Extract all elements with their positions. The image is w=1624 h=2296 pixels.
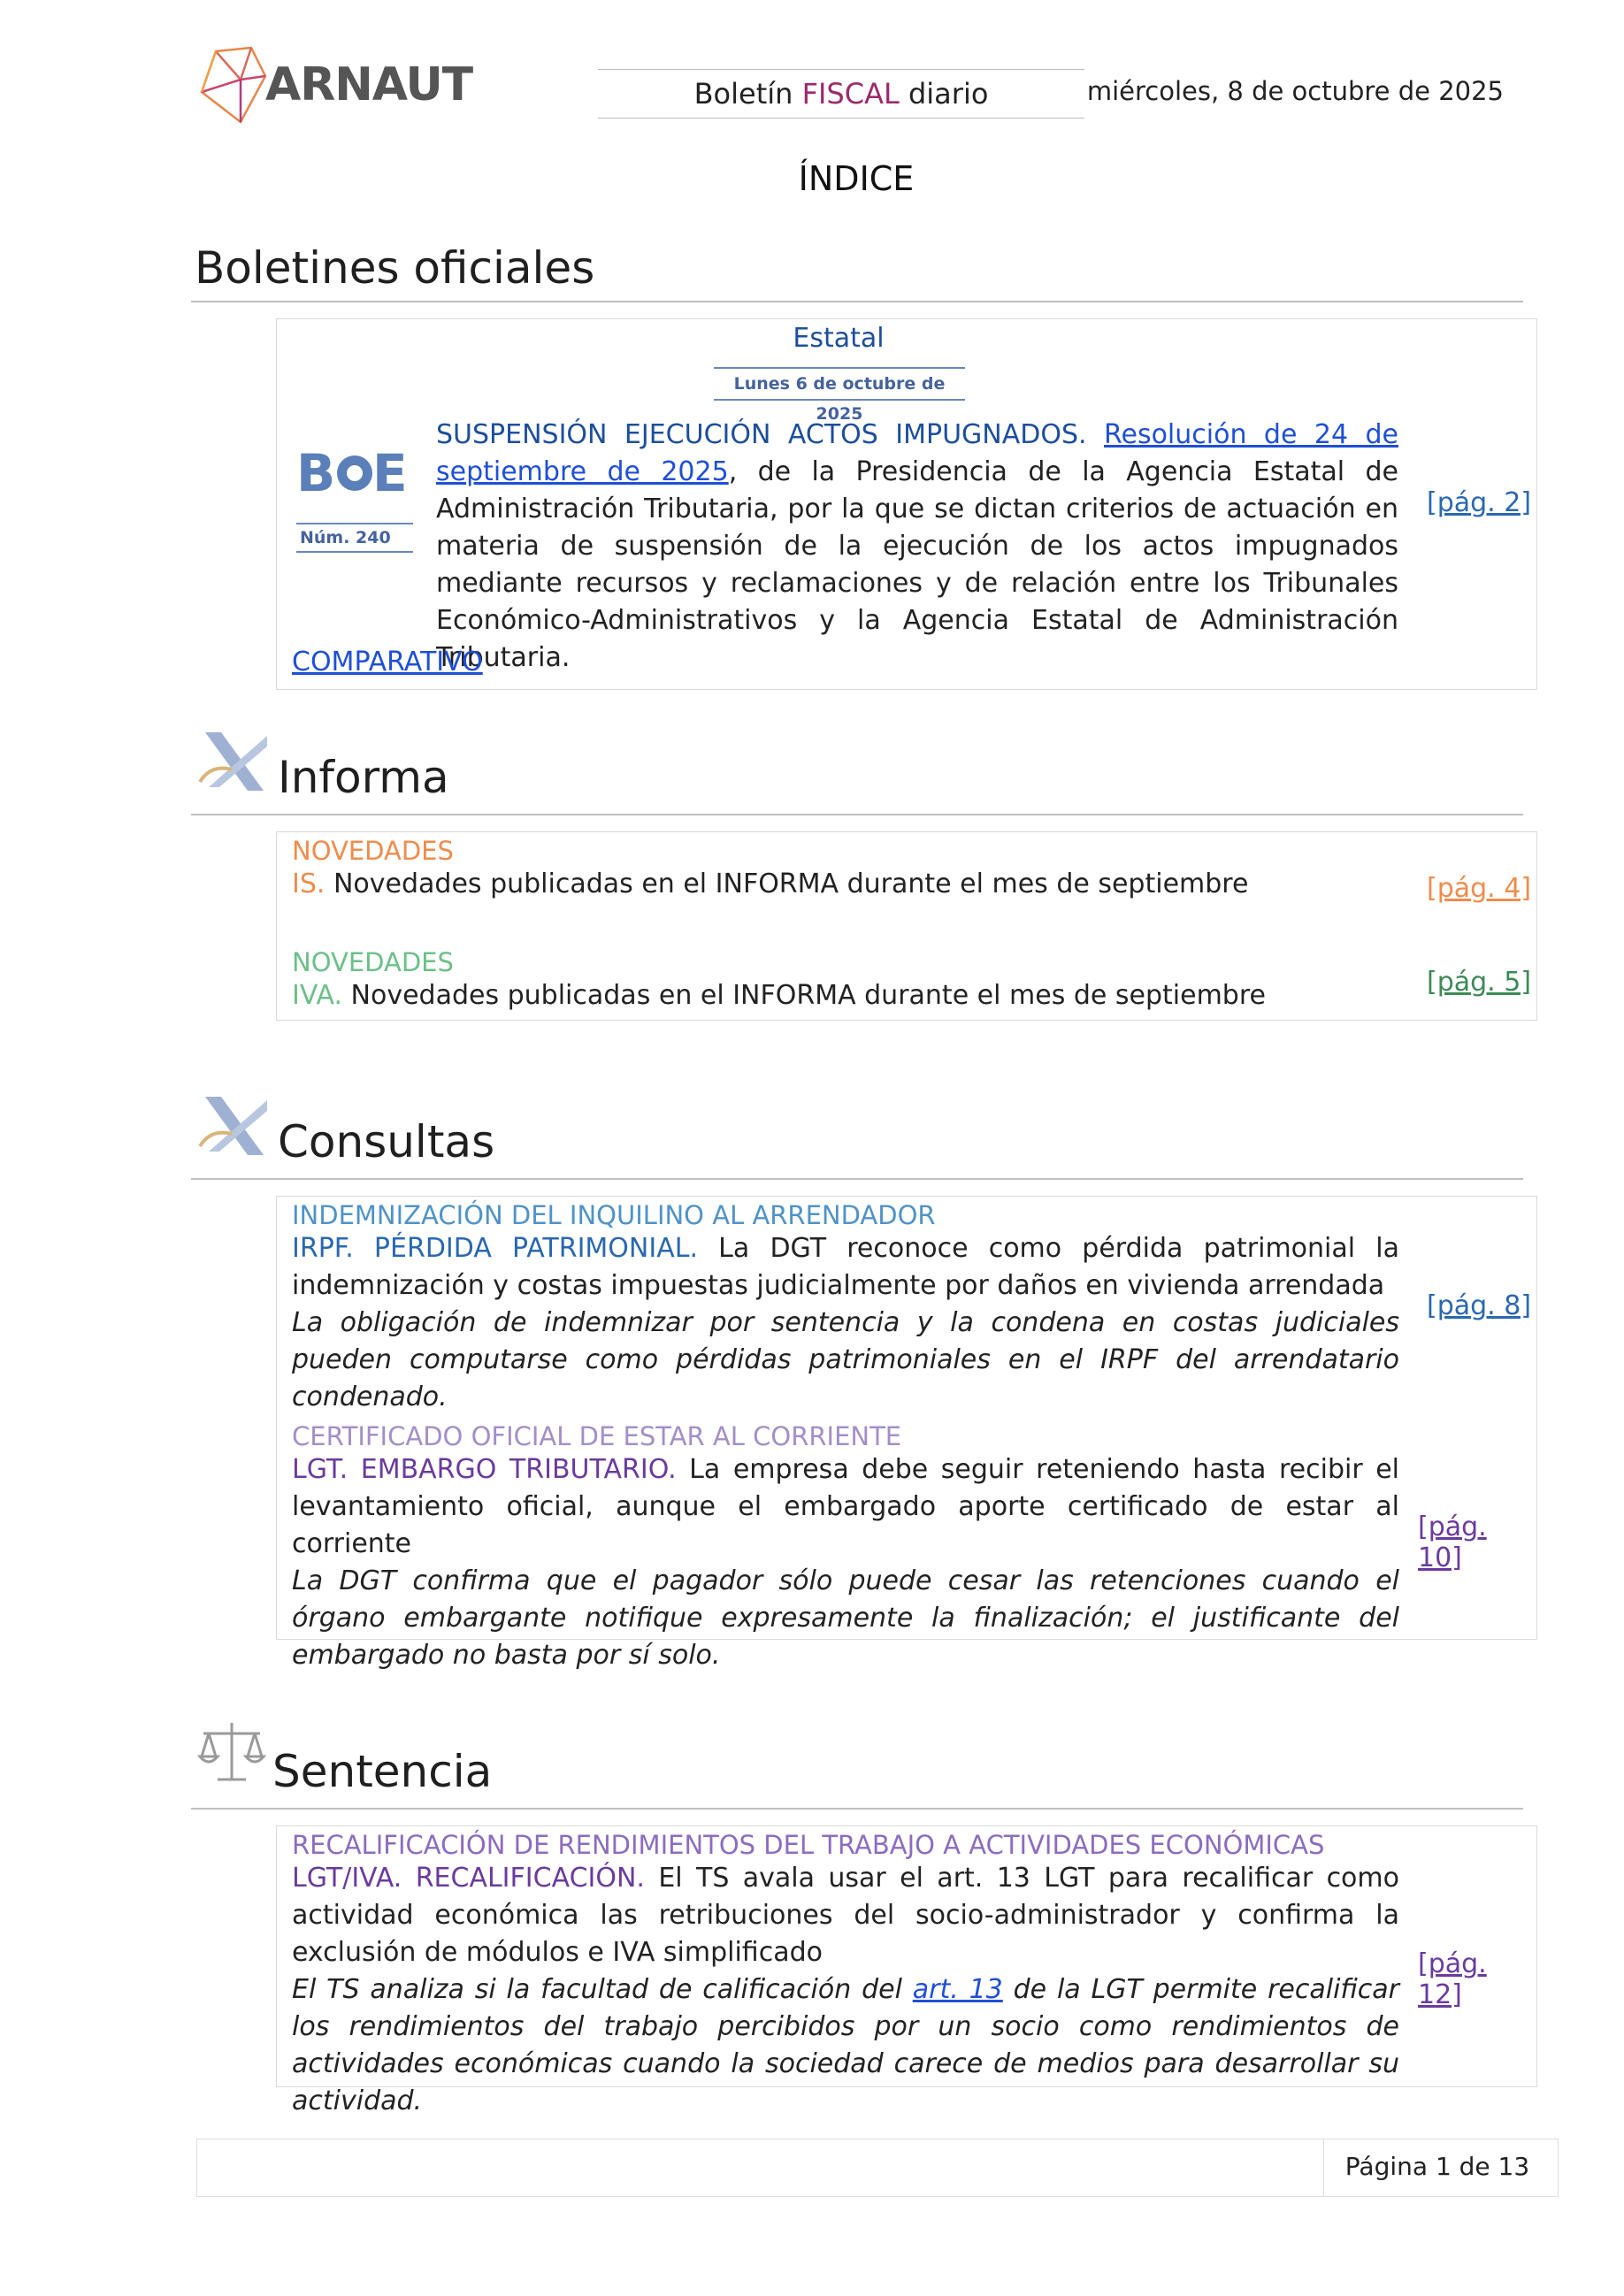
svg-text:B: B	[296, 447, 333, 496]
bulletin-title: Boletín FISCAL diario	[598, 69, 1084, 119]
section-title: Consultas	[278, 1116, 495, 1167]
section-title: Sentencia	[272, 1746, 493, 1797]
page-number: Página 1 de 13	[1344, 2152, 1530, 2181]
boe-logo-icon	[296, 447, 413, 496]
informa-item: NOVEDADES IVA. Novedades publicadas en el INFORMA durante el mes de septiembre	[292, 947, 1266, 1011]
consulta-item: CERTIFICADO OFICIAL DE ESTAR AL CORRIENTE LGT. EMBARGO TRIBUTARIO. La empresa debe seguir reteniendo hasta recibir el levantamiento oficial, aunque el embargado aporte certificado de estar al corriente La DGT confirma que el pagador sólo puede cesar las retenciones cuando el órgano embargante notifique expresamente la finalización; el justificante del embargado no basta por sí solo.	[292, 1421, 1399, 1674]
tax-label: IRPF. PÉRDIDA PATRIMONIAL.	[292, 1233, 698, 1264]
item-kicker: NOVEDADES	[292, 836, 454, 866]
header-date: miércoles, 8 de octubre de 2025	[1086, 76, 1504, 106]
tax-label: LGT/IVA. RECALIFICACIÓN.	[292, 1863, 645, 1894]
page-ref-link[interactable]: [pág. 10]	[1418, 1512, 1487, 1573]
item-kicker: CERTIFICADO OFICIAL DE ESTAR AL CORRIENTE	[292, 1421, 902, 1451]
informa-box	[276, 831, 1537, 1021]
section-title: Boletines oficiales	[195, 242, 595, 294]
page-ref-link[interactable]: [pág. 4]	[1427, 873, 1532, 904]
section-informa-header	[191, 725, 1523, 815]
page-ref-link[interactable]: [pág. 12]	[1418, 1948, 1487, 2010]
aeat-logo-icon	[193, 1093, 269, 1159]
item-kicker: INDEMNIZACIÓN DEL INQUILINO AL ARRENDADOR	[292, 1200, 936, 1230]
logo-wordmark: ARNAUT	[265, 58, 473, 111]
sentencia-item: RECALIFICACIÓN DE RENDIMIENTOS DEL TRABAJO A ACTIVIDADES ECONÓMICAS LGT/IVA. RECALIFICACIÓN. El TS avala usar el art. 13 LGT para recalificar como actividad económica las retribuciones del socio-administrador y confirma la exclusión de módulos e IVA simplificado El TS analiza si la facultad de calificación del art. 13 de la LGT permite recalificar los rendimientos del trabajo percibidos por un socio como rendimientos de actividades económicas cuando la sociedad carece de medios para desarrollar su actividad.	[292, 1830, 1399, 2120]
section-consultas-header	[191, 1090, 1523, 1180]
consultas-box	[276, 1196, 1537, 1671]
resolution-link[interactable]: Resolución de 24 de septiembre de 2025	[436, 419, 1398, 487]
tax-label: LGT. EMBARGO TRIBUTARIO.	[292, 1454, 677, 1485]
date-pill: Lunes 6 de octubre de 2025	[714, 367, 965, 401]
scales-of-justice-icon	[196, 1718, 267, 1788]
section-title: Informa	[278, 752, 449, 803]
footer-divider	[1323, 2139, 1324, 2197]
svg-text:E: E	[372, 447, 408, 496]
item-summary: El TS analiza si la facultad de calificación del art. 13 de la LGT permite recalificar los rendimientos del trabajo percibidos por un socio como rendimientos de actividades económicas cuando la sociedad carece de medios para desarrollar su actividad.	[292, 1974, 1399, 2116]
boe-issue-number: Núm. 240	[296, 523, 413, 553]
tax-label: IVA.	[292, 980, 342, 1011]
subhead-estatal: Estatal	[793, 323, 885, 354]
sentencia-box	[276, 1825, 1537, 2116]
boe-entry-intro: SUSPENSIÓN EJECUCIÓN ACTOS IMPUGNADOS. Resolución de 24 de septiembre de 2025, de la Presidencia de la Agencia Estatal de Administración Tributaria, por la que se dictan criterios de actuación en materia de suspensión de la ejecución de los actos impugnados mediante recursos y reclamaciones y de relación entre los Tribunales Económico-Administrativos y la Agencia Estatal de Administración Tributaria.	[436, 419, 1398, 673]
section-boletines-header	[191, 237, 1523, 302]
item-summary: La DGT confirma que el pagador sólo puede cesar las retenciones cuando el órgano embargante notifique expresamente la finalización; el justificante del embargado no basta por sí solo.	[292, 1565, 1399, 1671]
item-summary: La obligación de indemnizar por sentencia y la condena en costas judiciales pueden computarse como pérdidas patrimoniales en el IRPF del arrendatario condenado.	[292, 1307, 1399, 1412]
informa-item: NOVEDADES IS. Novedades publicadas en el INFORMA durante el mes de septiembre	[292, 836, 1249, 899]
page-ref-link[interactable]: [pág. 5]	[1427, 967, 1532, 998]
comparativo-link[interactable]: COMPARATIVO	[292, 647, 483, 677]
boletines-box	[276, 318, 1537, 690]
art13-link[interactable]: art. 13	[912, 1974, 1003, 2005]
section-sentencia-header	[191, 1716, 1523, 1810]
page-ref-link[interactable]: [pág. 8]	[1427, 1290, 1532, 1321]
index-title: ÍNDICE	[798, 159, 915, 198]
aeat-logo-icon	[193, 729, 269, 794]
page-ref-link[interactable]: [pág. 2]	[1427, 487, 1532, 518]
consulta-item: INDEMNIZACIÓN DEL INQUILINO AL ARRENDADOR IRPF. PÉRDIDA PATRIMONIAL. La DGT reconoce como pérdida patrimonial la indemnización y costas impuestas judicialmente por daños en vivienda arrendada La obligación de indemnizar por sentencia y la condena en costas judiciales pueden computarse como pérdidas patrimoniales en el IRPF del arrendatario condenado.	[292, 1200, 1399, 1416]
item-kicker: RECALIFICACIÓN DE RENDIMIENTOS DEL TRABAJO A ACTIVIDADES ECONÓMICAS	[292, 1830, 1325, 1860]
entry-lead: SUSPENSIÓN EJECUCIÓN ACTOS IMPUGNADOS.	[436, 419, 1087, 450]
tax-label: IS.	[292, 869, 326, 899]
item-kicker: NOVEDADES	[292, 947, 454, 977]
